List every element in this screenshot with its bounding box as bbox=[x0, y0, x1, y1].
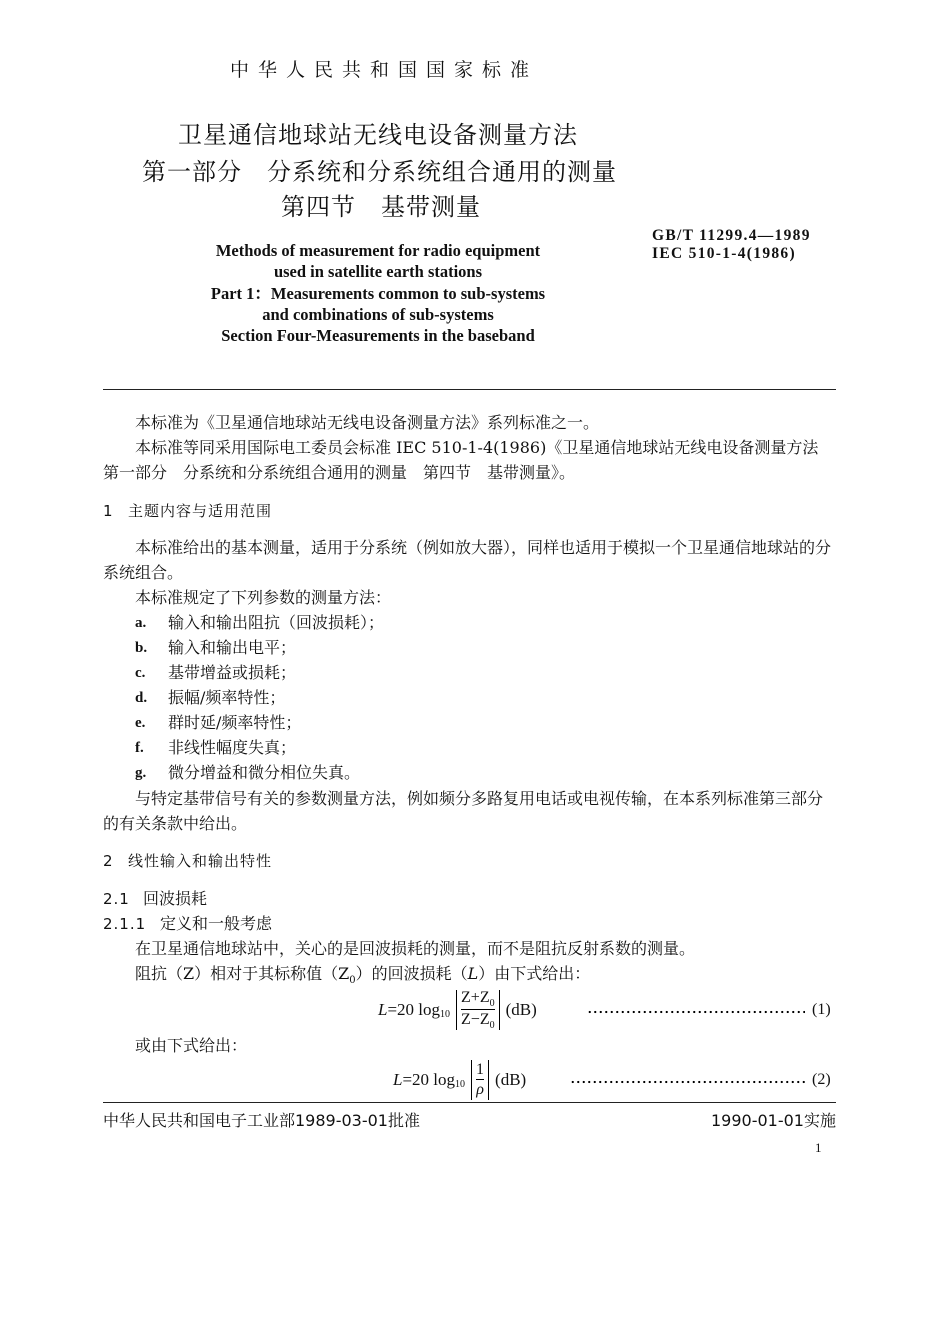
log-base: 10 bbox=[455, 1078, 466, 1090]
section-1-paragraph-1-line-2: 系统组合。 bbox=[103, 563, 184, 582]
title-cn-line-3: 第四节 基带测量 bbox=[281, 193, 481, 221]
page-number: 1 bbox=[815, 1140, 822, 1155]
title-en-line-5: Section Four-Measurements in the baseband bbox=[221, 326, 535, 345]
list-item-label: g. bbox=[135, 765, 147, 781]
list-item-label: d. bbox=[135, 690, 148, 706]
fraction bbox=[476, 1061, 484, 1099]
section-1-title: 主题内容与适用范围 bbox=[128, 502, 273, 520]
fraction bbox=[461, 989, 495, 1031]
dot-leader bbox=[570, 1080, 805, 1084]
absolute-value bbox=[471, 1060, 489, 1100]
variable: L bbox=[467, 964, 479, 983]
formula-2 bbox=[393, 1058, 526, 1102]
denominator-subscript: 0 bbox=[489, 1020, 495, 1031]
section-2-title: 线性输入和输出特性 bbox=[128, 852, 273, 870]
list-item-text: 输入和输出阻抗（回波损耗）； bbox=[168, 613, 385, 632]
numerator bbox=[461, 989, 495, 1009]
formula-lhs: L bbox=[378, 1000, 388, 1019]
section-1-paragraph-2: 本标准规定了下列参数的测量方法： bbox=[135, 588, 392, 607]
list-item-label: a. bbox=[135, 615, 147, 631]
list-item-text: 非线性幅度失真； bbox=[168, 738, 297, 757]
standard-type-heading: 中华人民共和国国家标准 bbox=[230, 59, 539, 81]
absolute-value bbox=[456, 990, 500, 1030]
gb-standard-code: GB/T 11299.4—1989 bbox=[652, 227, 811, 244]
intro-paragraph-1: 本标准为《卫星通信地球站无线电设备测量方法》系列标准之一。 bbox=[135, 413, 600, 432]
list-item-text: 输入和输出电平； bbox=[168, 638, 297, 657]
text-segment: ）由下式给出： bbox=[478, 964, 591, 983]
title-en-line-2: used in satellite earth stations bbox=[273, 262, 483, 281]
footer-divider bbox=[103, 1102, 836, 1103]
formula-unit: (dB) bbox=[495, 1070, 527, 1089]
section-1-paragraph-3-line-1: 与特定基带信号有关的参数测量方法，例如频分多路复用电话或电视传输，在本系列标准第三部分 bbox=[135, 789, 824, 808]
text-segment: 阻抗（Z）相对于其标称值（Z bbox=[135, 964, 350, 983]
list-item-label: f. bbox=[135, 740, 144, 756]
formula-1 bbox=[378, 988, 537, 1032]
section-2-1-number: 2.1 bbox=[103, 890, 130, 908]
intro-paragraph-2-line-1: 本标准等同采用国际电工委员会标准 IEC 510-1-4(1986)《卫星通信地球站无线电设备测量方法 bbox=[135, 438, 819, 457]
section-2-1-1-paragraph-3: 或由下式给出： bbox=[135, 1036, 248, 1055]
section-2-1-1-title: 定义和一般考虑 bbox=[160, 914, 273, 933]
title-en-line-4: and combinations of sub-systems bbox=[262, 305, 494, 324]
title-en-line-3: Part 1：Measurements common to sub-systems bbox=[210, 284, 546, 303]
section-2-1-1-paragraph-1: 在卫星通信地球站中，关心的是回波损耗的测量，而不是阻抗反射系数的测量。 bbox=[135, 939, 696, 958]
log-base: 10 bbox=[440, 1008, 451, 1020]
numerator: 1 bbox=[476, 1061, 485, 1078]
list-item-text: 微分增益和微分相位失真。 bbox=[168, 763, 361, 782]
dot-leader bbox=[587, 1010, 805, 1014]
list-item-text: 群时延/频率特性； bbox=[168, 713, 302, 732]
section-2-1-1-paragraph-2 bbox=[135, 964, 590, 987]
list-item-label: c. bbox=[135, 665, 146, 681]
effective-date: 1990-01-01实施 bbox=[711, 1111, 836, 1130]
list-item-text: 振幅/频率特性； bbox=[168, 688, 286, 707]
denominator-text: Z−Z bbox=[461, 1011, 490, 1028]
denominator: ρ bbox=[476, 1081, 484, 1098]
equation-number-1: (1) bbox=[812, 1001, 831, 1018]
list-item-text: 基带增益或损耗； bbox=[168, 663, 297, 682]
denominator bbox=[461, 1009, 495, 1031]
section-1-paragraph-3-line-2: 的有关条款中给出。 bbox=[103, 814, 248, 833]
numerator-subscript: 0 bbox=[489, 998, 495, 1009]
formula-lhs: L bbox=[393, 1070, 403, 1089]
subscript: 0 bbox=[349, 975, 356, 986]
approval-statement: 中华人民共和国电子工业部1989-03-01批准 bbox=[103, 1111, 420, 1130]
formula-rhs: =20 log bbox=[402, 1070, 456, 1089]
section-1-paragraph-1-line-1: 本标准给出的基本测量，适用于分系统（例如放大器），同样也适用于模拟一个卫星通信地球站的分 bbox=[135, 538, 832, 557]
text-segment: ）的回波损耗（ bbox=[355, 964, 468, 983]
section-1-number: 1 bbox=[103, 502, 114, 520]
section-2-1-title: 回波损耗 bbox=[143, 889, 208, 908]
header-divider bbox=[103, 389, 836, 390]
formula-unit: (dB) bbox=[505, 1000, 537, 1019]
equation-number-2: (2) bbox=[812, 1071, 831, 1088]
intro-paragraph-2-line-2: 第一部分 分系统和分系统组合通用的测量 第四节 基带测量》。 bbox=[103, 463, 576, 482]
section-2-1-1-number: 2.1.1 bbox=[103, 915, 147, 933]
title-cn-line-1: 卫星通信地球站无线电设备测量方法 bbox=[178, 121, 578, 149]
numerator-text: Z+Z bbox=[461, 989, 490, 1006]
list-item-label: e. bbox=[135, 715, 146, 731]
list-item-label: b. bbox=[135, 640, 148, 656]
title-cn-line-2: 第一部分 分系统和分系统组合通用的测量 bbox=[142, 158, 617, 186]
title-en-line-1: Methods of measurement for radio equipment bbox=[215, 241, 541, 260]
iec-standard-code: IEC 510-1-4(1986) bbox=[652, 245, 796, 262]
formula-rhs: =20 log bbox=[387, 1000, 441, 1019]
section-2-number: 2 bbox=[103, 852, 114, 870]
